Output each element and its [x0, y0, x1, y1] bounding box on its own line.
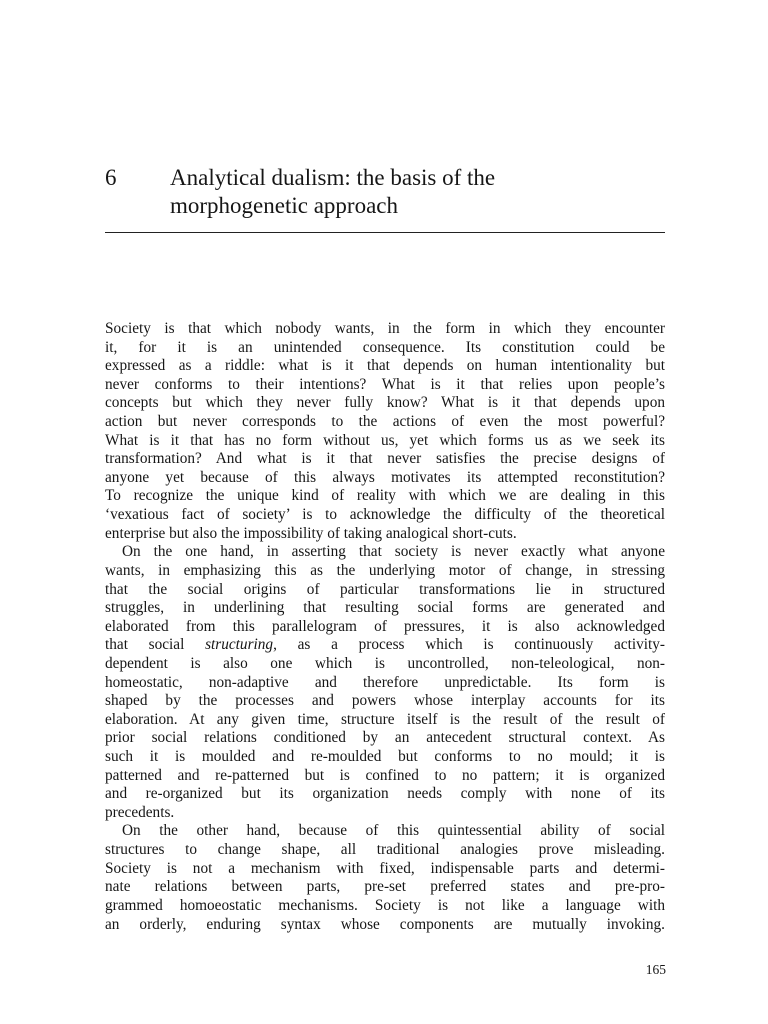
body-line: ‘vexatious fact of society’ is to acknowledge the difficulty of the theoretical	[105, 506, 665, 524]
body-line: that social structuring, as a process which is continuously activity-	[105, 636, 665, 654]
body-line: such it is moulded and re-moulded but conforms to no mould; it is	[105, 748, 665, 766]
body-line: struggles, in underlining that resulting social forms are generated and	[105, 599, 665, 617]
body-line: On the one hand, in asserting that society is never exactly what anyone	[122, 543, 665, 561]
body-line: dependent is also one which is uncontrolled, non-teleological, non-	[105, 654, 665, 672]
chapter-title-line: Analytical dualism: the basis of the	[170, 165, 496, 190]
body-line: To recognize the unique kind of reality with which we are dealing in this	[105, 487, 665, 505]
body-line: grammed homoeostatic mechanisms. Society is not like a language with	[105, 896, 665, 914]
body-line: it, for it is an unintended consequence. Its constitution could be	[105, 338, 665, 356]
body-line: patterned and re-patterned but is confined to no pattern; it is organized	[105, 766, 665, 784]
chapter-title-line: morphogenetic approach	[170, 193, 398, 218]
emphasis: structuring	[205, 636, 274, 654]
chapter-title	[170, 164, 590, 220]
title-rule	[105, 232, 665, 233]
page-number: 165	[645, 962, 666, 977]
body-line: precedents.	[105, 803, 175, 821]
body-line: elaborated from this parallelogram of pressures, it is also acknowledged	[105, 617, 665, 635]
body-line: wants, in emphasizing this as the underlying motor of change, in stressing	[105, 561, 665, 579]
body-line: On the other hand, because of this quintessential ability of social	[122, 822, 665, 840]
body-line: transformation? And what is it that never satisfies the precise designs of	[105, 450, 665, 468]
body-line: action but never corresponds to the actions of even the most powerful?	[105, 413, 665, 431]
body-line: elaboration. At any given time, structure itself is the result of the result of	[105, 710, 665, 728]
body-line: structures to change shape, all traditional analogies prove misleading.	[105, 841, 665, 859]
chapter-number: 6	[105, 165, 117, 190]
body-line: that the social origins of particular transformations lie in structured	[105, 580, 665, 598]
body-text	[105, 320, 665, 934]
body-line: never conforms to their intentions? What is it that relies upon people’s	[105, 375, 665, 393]
body-line: nate relations between parts, pre-set preferred states and pre-pro-	[105, 878, 665, 896]
body-line: enterprise but also the impossibility of taking analogical short-cuts.	[105, 524, 517, 542]
body-line: shaped by the processes and powers whose interplay accounts for its	[105, 692, 665, 710]
body-line: and re-organized but its organization needs comply with none of its	[105, 785, 665, 803]
body-line: homeostatic, non-adaptive and therefore unpredictable. Its form is	[105, 673, 665, 691]
body-line: Society is not a mechanism with fixed, indispensable parts and determi-	[105, 859, 665, 877]
body-line: What is it that has no form without us, yet which forms us as we seek its	[105, 431, 665, 449]
body-line: expressed as a riddle: what is it that depends on human intentionality but	[105, 357, 665, 375]
body-line: an orderly, enduring syntax whose components are mutually invoking.	[105, 915, 665, 933]
body-line: prior social relations conditioned by an antecedent structural context. As	[105, 729, 665, 747]
body-line: anyone yet because of this always motivates its attempted reconstitution?	[105, 468, 665, 486]
body-line: concepts but which they never fully know? What is it that depends upon	[105, 394, 665, 412]
body-line: Society is that which nobody wants, in the form in which they encounter	[105, 320, 665, 337]
